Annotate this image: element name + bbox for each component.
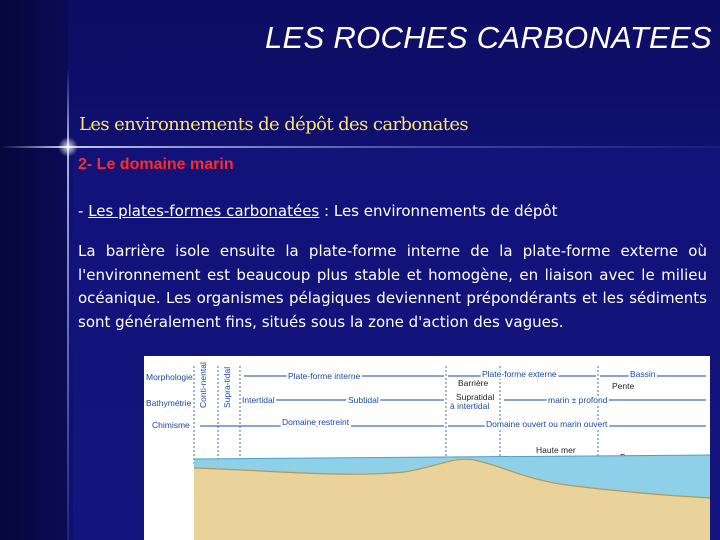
section-heading: 2- Le domaine marin <box>78 156 234 173</box>
label-plateforme-externe: Plate-forme externe <box>482 369 557 379</box>
bullet-link[interactable]: Les plates-formes carbonatées <box>88 202 320 220</box>
row-label-morphologie: Morphologie <box>146 372 193 382</box>
bullet-rest: : Les environnements de dépôt <box>319 202 558 220</box>
body-paragraph: La barrière isole ensuite la plate-forme interne de la plate-forme externe où l'environnement est beaucoup plus stable et homogène, en liaison avec le milieu océanique. Les organismes pélagiques deviennent prépondérants et les sédiments sont généralement fins, situés sous la zone d'action des vagues. <box>78 242 707 331</box>
label-a-intertidal: à intertidal <box>450 401 490 411</box>
platform-diagram-svg <box>144 356 710 540</box>
slide-title: LES ROCHES CARBONATEES <box>264 20 712 55</box>
label-subtidal: Subtidal <box>348 395 379 405</box>
label-domaine-restreint: Domaine restreint <box>282 417 350 427</box>
decorative-cross-glow <box>58 137 78 157</box>
label-intertidal: Intertidal <box>242 395 275 405</box>
label-supratidal-vertical: Supra-tidal <box>222 366 232 408</box>
label-domaine-ouvert: Domaine ouvert ou marin ouvert <box>486 419 608 429</box>
platform-diagram <box>144 356 710 540</box>
label-barriere: Barrière <box>458 378 489 388</box>
label-continental: Conti-nental <box>198 362 208 408</box>
label-supratidal: Supratidal <box>456 392 495 402</box>
label-marin-profond: marin ± profond <box>548 395 608 405</box>
row-label-chimisme: Chimisme <box>152 420 190 430</box>
decorative-horizontal-line <box>0 146 720 148</box>
left-decorative-band <box>0 0 68 540</box>
slide-subtitle: Les environnements de dépôt des carbonates <box>79 114 469 135</box>
row-label-bathymetrie: Bathymétrie <box>146 398 192 408</box>
label-pente: Pente <box>612 381 635 391</box>
label-haute-mer: Haute mer <box>536 445 576 455</box>
label-plateforme-interne: Plate-forme interne <box>288 371 361 381</box>
label-bassin: Bassin <box>630 369 656 379</box>
bullet-line <box>78 202 557 220</box>
bullet-prefix: - <box>78 202 89 220</box>
